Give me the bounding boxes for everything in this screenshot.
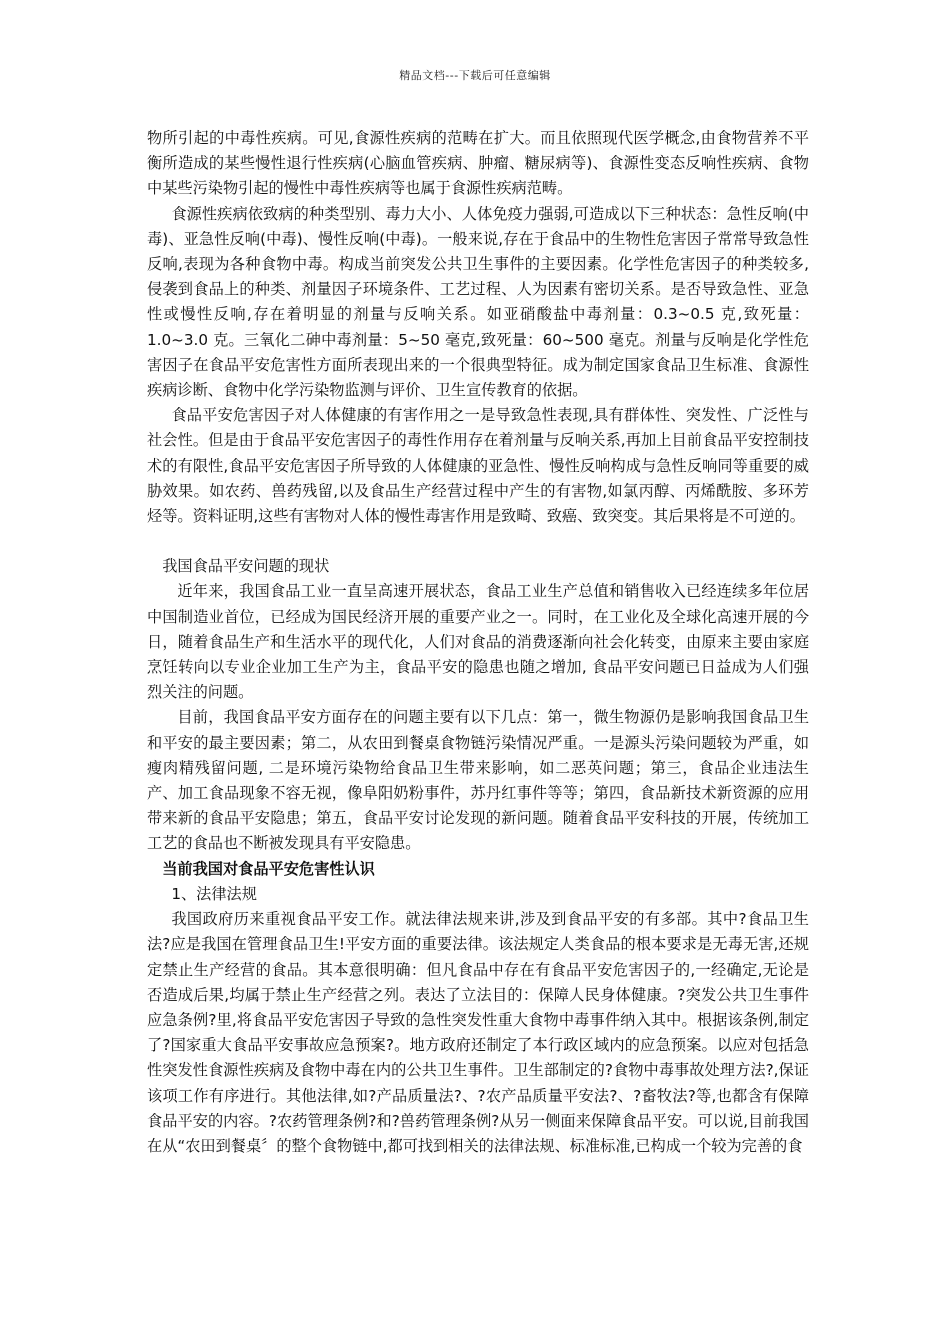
section-heading-current-status: 我国食品平安问题的现状 xyxy=(162,557,330,576)
document-body xyxy=(147,126,809,1159)
paragraph-main-problems: 目前，我国食品平安方面存在的问题主要有以下几点：第一，微生物源仍是影响我国食品卫生和平安的最主要因素；第二，从农田到餐桌食物链污染情况严重。一是源头污染问题较为严重，如瘦肉精残留问题, 二是环境污染物给食品卫生带来影响，如二恶英问题；第三，食品企业违法生产、加工食品现象不容无视，像阜阳奶粉事件，苏丹红事件等等；第四，食品新技术新资源的应用带来新的食品平安隐患；第五，食品平安讨论发现的新问题。随着食品平安科技的开展，传统加工工艺的食品也不断被发现具有平安隐患。 xyxy=(147,708,809,853)
subsection-heading-laws: 1、法律法规 xyxy=(171,884,257,903)
paragraph-industry-growth: 近年来，我国食品工业一直呈高速开展状态，食品工业生产总值和销售收入已经连续多年位居中国制造业首位，已经成为国民经济开展的重要产业之一。同时，在工业化及全球化高速开展的今日，随着食品生产和生活水平的现代化，人们对食品的消费逐渐向社会化转变，由原来主要由家庭烹饪转向以专业企业加工生产为主，食品平安的隐患也随之增加, 食品平安问题已日益成为人们强烈关注的问题。 xyxy=(147,582,809,702)
paragraph-gap xyxy=(147,529,809,554)
paragraph-foodborne-states: 食源性疾病依致病的种类型别、毒力大小、人体免疫力强弱,可造成以下三种状态：急性反响(中毒)、亚急性反响(中毒)、慢性反响(中毒)。一般来说,存在于食品中的生物性危害因子常常导致急性反响,表现为各种食物中毒。构成当前突发公共卫生事件的主要因素。化学性危害因子的种类较多,侵袭到食品上的种类、剂量因子环境条件、工艺过程、人为因素有密切关系。是否导致急性、亚急性或慢性反响,存在着明显的剂量与反响关系。如亚硝酸盐中毒剂量：0.3~0.5 克,致死量：1.0~3.0 克。三氧化二砷中毒剂量：5~50 毫克,致死量：60~500 毫克。剂量与反响是化学性危害因子在食品平安危害性方面所表现出来的一个很典型特征。成为制定国家食品卫生标准、食源性疾病诊断、食物中化学污染物监测与评价、卫生宣传教育的依据。 xyxy=(147,204,809,400)
page-header: 精品文档---下载后可任意编辑 xyxy=(399,69,551,82)
paragraph-laws-regulations: 我国政府历来重视食品平安工作。就法律法规来讲,涉及到食品平安的有多部。其中?食品卫生法?应是我国在管理食品卫生!平安方面的重要法律。该法规定人类食品的根本要求是无毒无害,还规定禁止生产经营的食品。其本意很明确：但凡食品中存在有食品平安危害因子的,一经确定,无论是否造成后果,均属于禁止生产经营之列。表达了立法目的：保障人民身体健康。?突发公共卫生事件应急条例?里,将食品平安危害因子导致的急性突发性重大食物中毒事件纳入其中。根据该条例,制定了?国家重大食品平安事故应急预案?。地方政府还制定了本行政区域内的应急预案。以应对包括急性突发性食源性疾病及食物中毒在内的公共卫生事件。卫生部制定的?食物中毒事故处理方法?,保证该项工作有序进行。其他法律,如?产品质量法?、?农产品质量平安法?、?畜牧法?等,也都含有保障食品平安的内容。?农药管理条例?和?兽药管理条例?从另一侧面来保障食品平安。可以说,目前我国在从“农田到餐桌〞的整个食物链中,都可找到相关的法律法规、标准标准,已构成一个较为完善的食 xyxy=(147,910,809,1155)
section-heading-hazard-awareness: 当前我国对食品平安危害性认识 xyxy=(162,859,375,878)
paragraph-foodborne-scope: 物所引起的中毒性疾病。可见,食源性疾病的范畴在扩大。而且依照现代医学概念,由食物营养不平衡所造成的某些慢性退行性疾病(心脑血管疾病、肿瘤、糖尿病等)、食源性变态反响性疾病、食物中某些污染物引起的慢性中毒性疾病等也属于食源性疾病范畴。 xyxy=(147,129,809,198)
paragraph-hazard-effects: 食品平安危害因子对人体健康的有害作用之一是导致急性表现,具有群体性、突发性、广泛性与社会性。但是由于食品平安危害因子的毒性作用存在着剂量与反响关系,再加上目前食品平安控制技术的有限性,食品平安危害因子所导致的人体健康的亚急性、慢性反响构成与急性反响同等重要的威胁效果。如农药、兽药残留,以及食品生产经营过程中产生的有害物,如氯丙醇、丙烯酰胺、多环芳烃等。资料证明,这些有害物对人体的慢性毒害作用是致畸、致癌、致突变。其后果将是不可逆的。 xyxy=(147,406,809,526)
